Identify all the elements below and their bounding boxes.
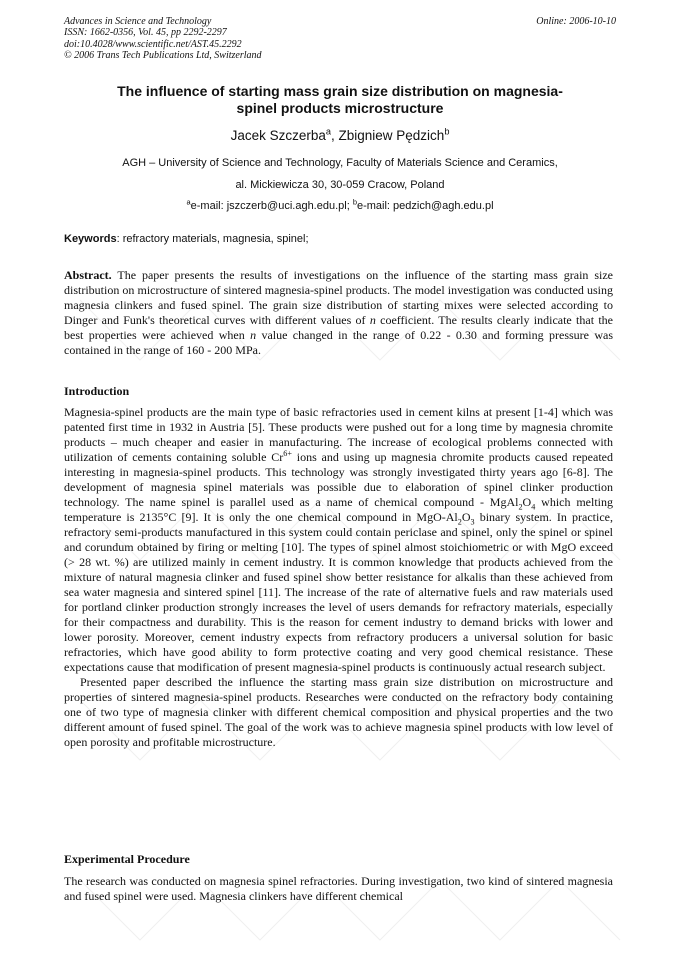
issn: ISSN: 1662-0356, Vol. 45, pp 2292-2297 — [64, 27, 227, 39]
experimental-heading: Experimental Procedure — [64, 852, 190, 866]
journal-header — [64, 16, 616, 62]
experimental-body — [64, 874, 613, 904]
abstract-text-3: value changed in the range of 0.22 - 0.30 and forming pressure was contained in the range of 160 - 200 MPa. — [64, 328, 614, 357]
title-line-2: spinel products microstructure — [236, 100, 444, 116]
intro-text-e: O — [461, 510, 471, 524]
introduction-paragraph-1 — [64, 405, 613, 675]
keywords-text: : refractory materials, magnesia, spinel; — [116, 233, 309, 245]
online-date: Online: 2006-10-10 — [536, 16, 616, 27]
introduction-body — [64, 405, 613, 750]
abstract-n-1: n — [369, 313, 376, 327]
author-separator: , — [330, 128, 339, 143]
introduction-paragraph-2: Presented paper described the influence the starting mass grain size distribution on microstructure and properties of sintered magnesia-spinel products. Researches were conducted on the refractory body containing one of two type of magnesia clinker with different chemical composition and physical properties and the two different amount of fused spinel. The goal of the work was to achieve magnesia spinel products with low level of open porosity and profitable microstructure. — [64, 675, 613, 749]
title-line-1: The influence of starting mass grain size distribution on magnesia- — [117, 83, 563, 99]
copyright: © 2006 Trans Tech Publications Ltd, Switzerland — [64, 50, 262, 62]
abstract-text-1: The paper presents the results of investigations on the influence of the starting mass grain size distribution on microstructure of sintered magnesia-spinel products. The model investigation was conducted using magnesia clinkers and fused spinel. The grain size distribution of starting mixes were selected according to Dinger and Funk's theoretical curves with different values of — [64, 268, 613, 327]
intro-sub-2: 4 — [531, 502, 536, 512]
email-a[interactable]: e-mail: jszczerb@uci.agh.edu.pl; — [190, 200, 353, 212]
abstract-text-2: coefficient. The results clearly indicate that the best properties were achieved when — [64, 313, 614, 342]
keywords-label: Keywords — [64, 233, 117, 245]
email-b[interactable]: e-mail: pedzich@agh.edu.pl — [356, 200, 494, 212]
author-1-mark: a — [325, 126, 331, 137]
journal-name: Advances in Science and Technology — [64, 16, 212, 27]
abstract — [64, 268, 613, 358]
author-1: Jacek Szczerba — [230, 128, 326, 143]
author-2: Zbigniew Pędzich — [338, 128, 445, 143]
authors — [64, 128, 616, 143]
intro-sub-4: 3 — [470, 517, 475, 527]
intro-text-f: binary system. In practice, refractory semi-products manufactured in this system could contain periclase and spinel, only the spinel or spinel and corundum obtained by firing or melting [10]. The types of spinel almost stoichiometric or with MgO exceed (> 28 wt. %) are utilized mainly in cement industry. It is common knowledge that products achieved from the mixture of natural magnesia clinker and fused spinel show better resistance for alkalis than these achieved from sea water magnesia and sintered spinel [11]. The increase of the rate of alternative fuels and raw materials used for portland clinker production strongly increases the level of users demands for refractory materials, especially for their compactness and durability. This is the reason for cement industry to demand bricks with lower and lower porosity. Moreover, cement industry expects from refractory producers a universal solution for basic refractories, which have good ability to form protective coating and very good chemical resistance. These expectations cause that modification of present magnesia-spinel products is continuously actual research subject. — [64, 510, 613, 674]
doi: doi:10.4028/www.scientific.net/AST.45.2292 — [64, 38, 242, 50]
affiliation-line-1: AGH – University of Science and Technology, Faculty of Materials Science and Ceramics, — [122, 157, 558, 169]
keywords — [64, 233, 616, 245]
email-a-mark: a — [186, 197, 191, 207]
intro-sub-3: 2 — [457, 517, 462, 527]
abstract-label: Abstract. — [64, 268, 112, 282]
paper-title — [64, 83, 616, 117]
intro-text-b: ions and using up magnesia chromite products caused repeated interesting in magnesia-spinel products. This technology was strongly investigated thirty years ago [6-8]. The development of magnesia spinel materials was possible due to elaboration of spinel clinker production technology. The name spinel is parallel used as a name of chemical compound - MgAl — [64, 450, 613, 509]
intro-sup-cr: 6+ — [283, 449, 292, 458]
intro-text-c: O — [522, 495, 532, 509]
intro-text-a: Magnesia-spinel products are the main type of basic refractories used in cement kilns at present [1-4] which was patented first time in 1932 in Austria [5]. These products were pushed out for a long time by magnesia chromite products – much cheaper and easier in manufacturing. The increase of ecological problems connected with utilization of cements containing soluble Cr — [64, 405, 613, 464]
abstract-n-2: n — [250, 328, 257, 342]
intro-text-d: which melting temperature is 2135°C [9]. It is only the one chemical compound in MgO-Al — [64, 495, 613, 524]
email-b-mark: b — [352, 197, 357, 207]
experimental-paragraph-1: The research was conducted on magnesia spinel refractories. During investigation, two kind of sintered magnesia and fused spinel were used. Magnesia clinkers have different chemical — [64, 874, 613, 903]
introduction-heading: Introduction — [64, 384, 130, 398]
intro-sub-1: 2 — [518, 502, 523, 512]
email-line — [64, 197, 616, 212]
author-2-mark: b — [444, 126, 450, 137]
affiliation-line-2: al. Mickiewicza 30, 30-059 Cracow, Poland — [235, 179, 445, 191]
